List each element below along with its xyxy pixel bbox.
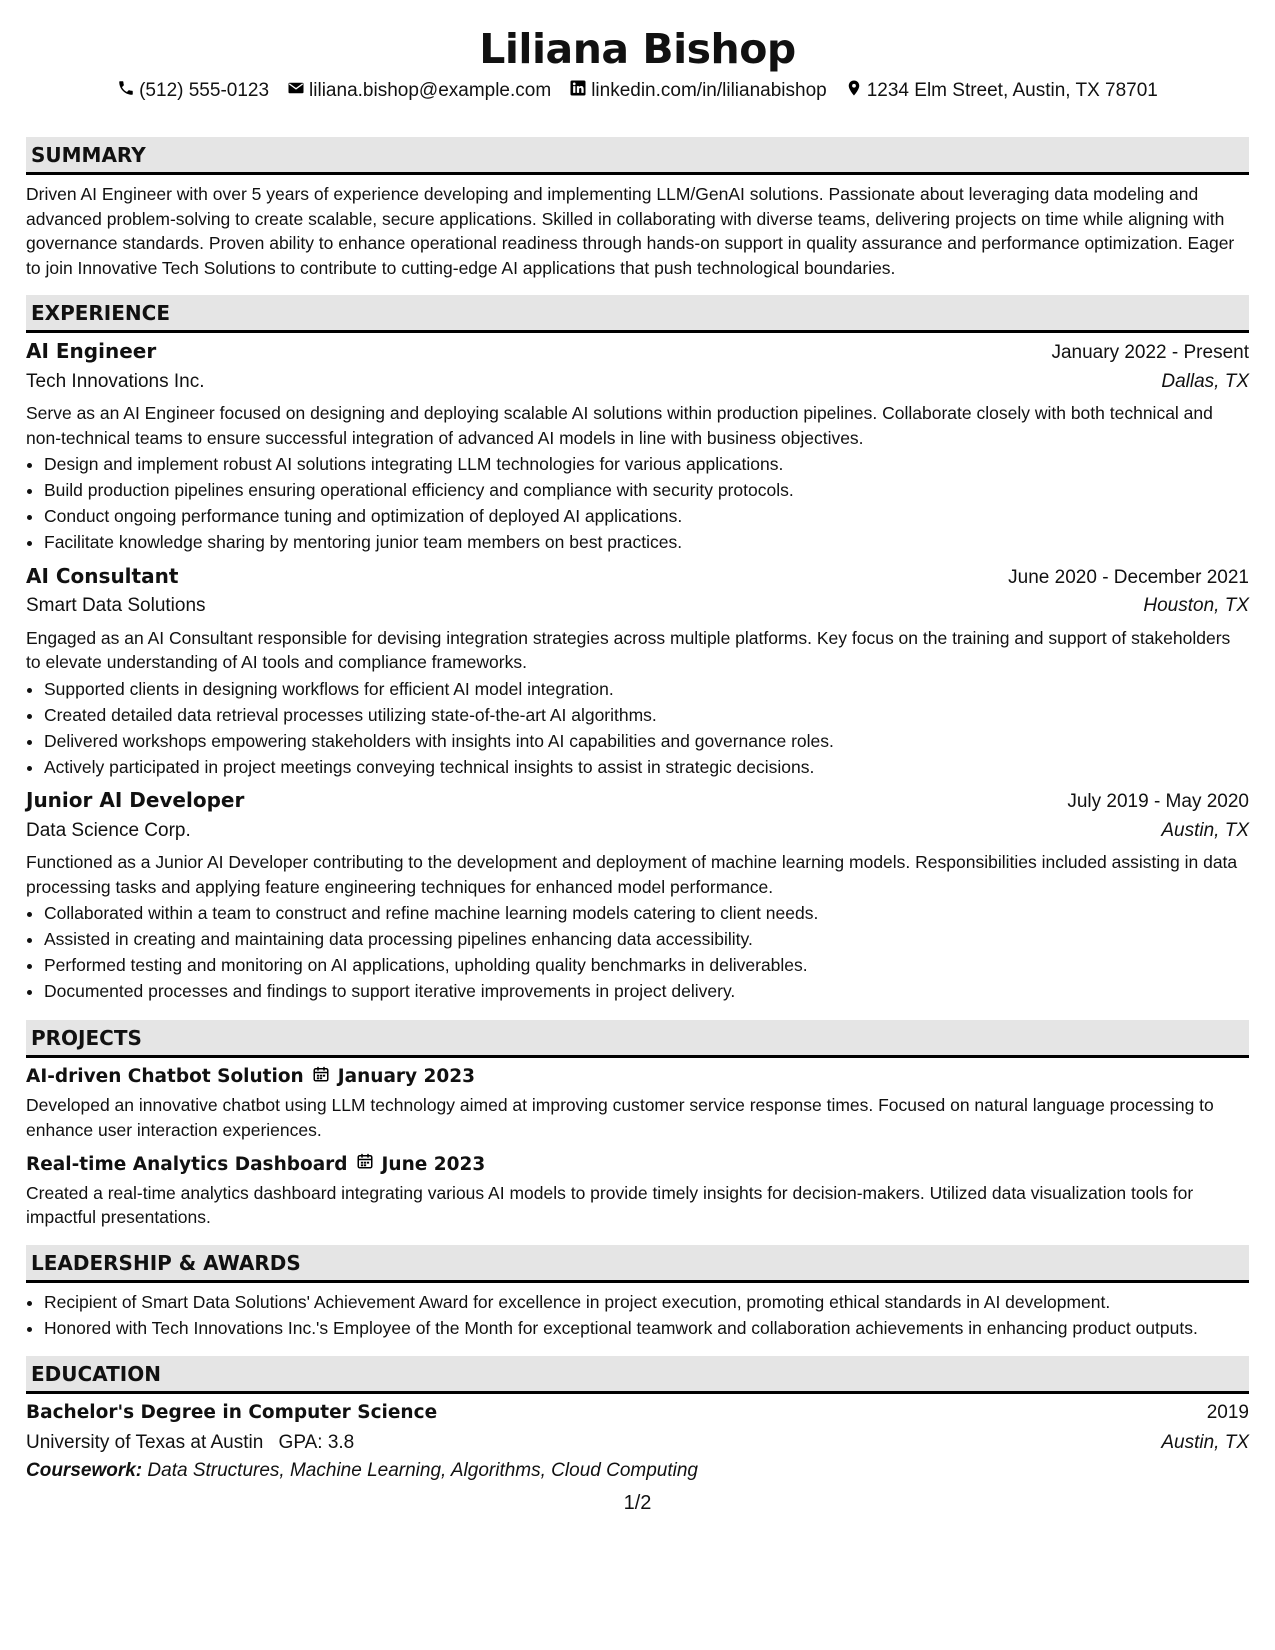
envelope-icon [287,79,305,103]
leadership-heading: LEADERSHIP & AWARDS [26,1245,1249,1283]
job-title: AI Consultant [26,563,179,588]
projects-section [26,1020,1249,1230]
contact-bar [26,79,1249,103]
list-item: • Recipient of Smart Data Solutions' Achievement Award for excellence in project execution, promoting ethical standards in AI development. [44,1290,1249,1315]
contact-address [845,79,1158,103]
list-item: • Build production pipelines ensuring operational efficiency and compliance with security protocols. [44,478,1249,503]
contact-email[interactable] [287,79,551,103]
project-entry [26,1065,1249,1143]
projects-heading: PROJECTS [26,1020,1249,1058]
address-text: 1234 Elm Street, Austin, TX 78701 [866,80,1158,101]
education-section [26,1356,1249,1484]
project-date: January 2023 [337,1066,476,1087]
job-dates: June 2020 - December 2021 [1008,566,1249,588]
job-company: Data Science Corp. [26,819,191,841]
calendar-icon [312,1065,330,1091]
job-title: Junior AI Developer [26,788,245,812]
list-item: • Assisted in creating and maintaining data processing pipelines enhancing data accessibility. [44,927,1249,952]
page-number: 1/2 [623,1492,652,1514]
job-bullets [26,677,1249,780]
school-location: Austin, TX [1161,1431,1249,1453]
list-item: • Honored with Tech Innovations Inc.'s Employee of the Month for exceptional teamwork and collaboration achievements in enhancing product outputs. [44,1316,1249,1341]
list-item: • Created detailed data retrieval processes utilizing state-of-the-art AI algorithms. [44,703,1249,728]
list-item: • Supported clients in designing workflows for efficient AI model integration. [44,677,1249,702]
summary-section [26,137,1249,280]
job-location: Austin, TX [1161,819,1249,841]
linkedin-text: linkedin.com/in/lilianabishop [591,80,827,101]
job-description: Engaged as an AI Consultant responsible for devising integration strategies across multiple platforms. Key focus on the training and support of stakeholders to elevate understanding of AI tools and compliance frameworks. [26,627,1231,672]
map-pin-icon [845,79,863,103]
job-dates: July 2019 - May 2020 [1067,791,1249,812]
summary-heading: SUMMARY [26,137,1249,175]
awards-list [26,1290,1249,1341]
degree-title: Bachelor's Degree in Computer Science [26,1402,438,1423]
job-bullets [26,452,1249,555]
job-description: Serve as an AI Engineer focused on designing and deploying scalable AI solutions within production pipelines. Collaborate closely with both technical and non-technical teams to ensure successful integration of advanced AI models in line with business objectives. [26,403,1213,448]
job-dates: January 2022 - Present [1051,342,1249,363]
job-company: Tech Innovations Inc. [26,370,205,392]
list-item: • Collaborated within a team to construct and refine machine learning models catering to client needs. [44,901,1249,926]
contact-linkedin[interactable] [569,79,827,103]
list-item: • Facilitate knowledge sharing by mentoring junior team members on best practices. [44,530,1249,555]
job-entry [26,339,1249,555]
project-entry [26,1152,1249,1230]
list-item: • Conduct ongoing performance tuning and optimization of deployed AI applications. [44,504,1249,529]
phone-icon [117,79,135,103]
list-item: • Performed testing and monitoring on AI applications, upholding quality benchmarks in deliverables. [44,953,1249,978]
job-location: Dallas, TX [1161,370,1249,392]
list-item: • Delivered workshops empowering stakeholders with insights into AI capabilities and governance roles. [44,729,1249,754]
job-location: Houston, TX [1143,595,1249,616]
education-heading: EDUCATION [26,1356,1249,1394]
job-entry [26,564,1249,780]
contact-phone [117,79,269,103]
job-bullets [26,901,1249,1004]
coursework-list: Data Structures, Machine Learning, Algorithms, Cloud Computing [147,1460,698,1481]
job-title: AI Engineer [26,339,157,363]
project-title: AI-driven Chatbot Solution [26,1066,304,1087]
phone-text: (512) 555-0123 [139,80,270,101]
list-item: • Design and implement robust AI solutions integrating LLM technologies for various applications. [44,452,1249,477]
leadership-section [26,1245,1249,1341]
list-item: • Actively participated in project meetings conveying technical insights to assist in strategic decisions. [44,755,1249,780]
job-company: Smart Data Solutions [26,595,206,616]
experience-heading: EXPERIENCE [26,295,1249,333]
gpa: GPA: 3.8 [278,1431,355,1453]
job-entry [26,788,1249,1004]
experience-section [26,295,1249,1004]
project-description: Created a real-time analytics dashboard integrating various AI models to provide timely insights for decision-makers. Utilized data visualization tools for impactful presentations. [26,1182,1194,1227]
graduation-year: 2019 [1206,1402,1249,1423]
summary-text: Driven AI Engineer with over 5 years of experience developing and implementing LLM/GenAI solutions. Passionate about leveraging data modeling and advanced problem-solving to create scalable, secure applications. Skilled in collaborating with diverse teams, delivering projects on time while aligning with governance standards. Proven ability to enhance operational readiness through hands-on support in quality assurance and performance optimization. Eager to join Innovative Tech Solutions to contribute to cutting-edge AI applications that push technological boundaries. [26,184,1235,278]
project-description: Developed an innovative chatbot using LLM technology aimed at improving customer service response times. Focused on natural language processing to enhance user interaction experiences. [26,1095,1214,1140]
school-name: University of Texas at Austin [26,1431,264,1453]
project-title: Real-time Analytics Dashboard [26,1153,348,1175]
linkedin-icon [569,79,587,103]
job-description: Functioned as a Junior AI Developer contributing to the development and deployment of machine learning models. Responsibilities included assisting in data processing tasks and applying feature engineering techniques for enhanced model performance. [26,852,1238,897]
list-item: • Documented processes and findings to support iterative improvements in project delivery. [44,979,1249,1004]
project-date: June 2023 [381,1153,486,1175]
calendar-icon [356,1152,374,1178]
coursework-label: Coursework: [26,1460,143,1481]
candidate-name: Liliana Bishop [479,25,796,73]
email-text: liliana.bishop@example.com [309,80,552,101]
